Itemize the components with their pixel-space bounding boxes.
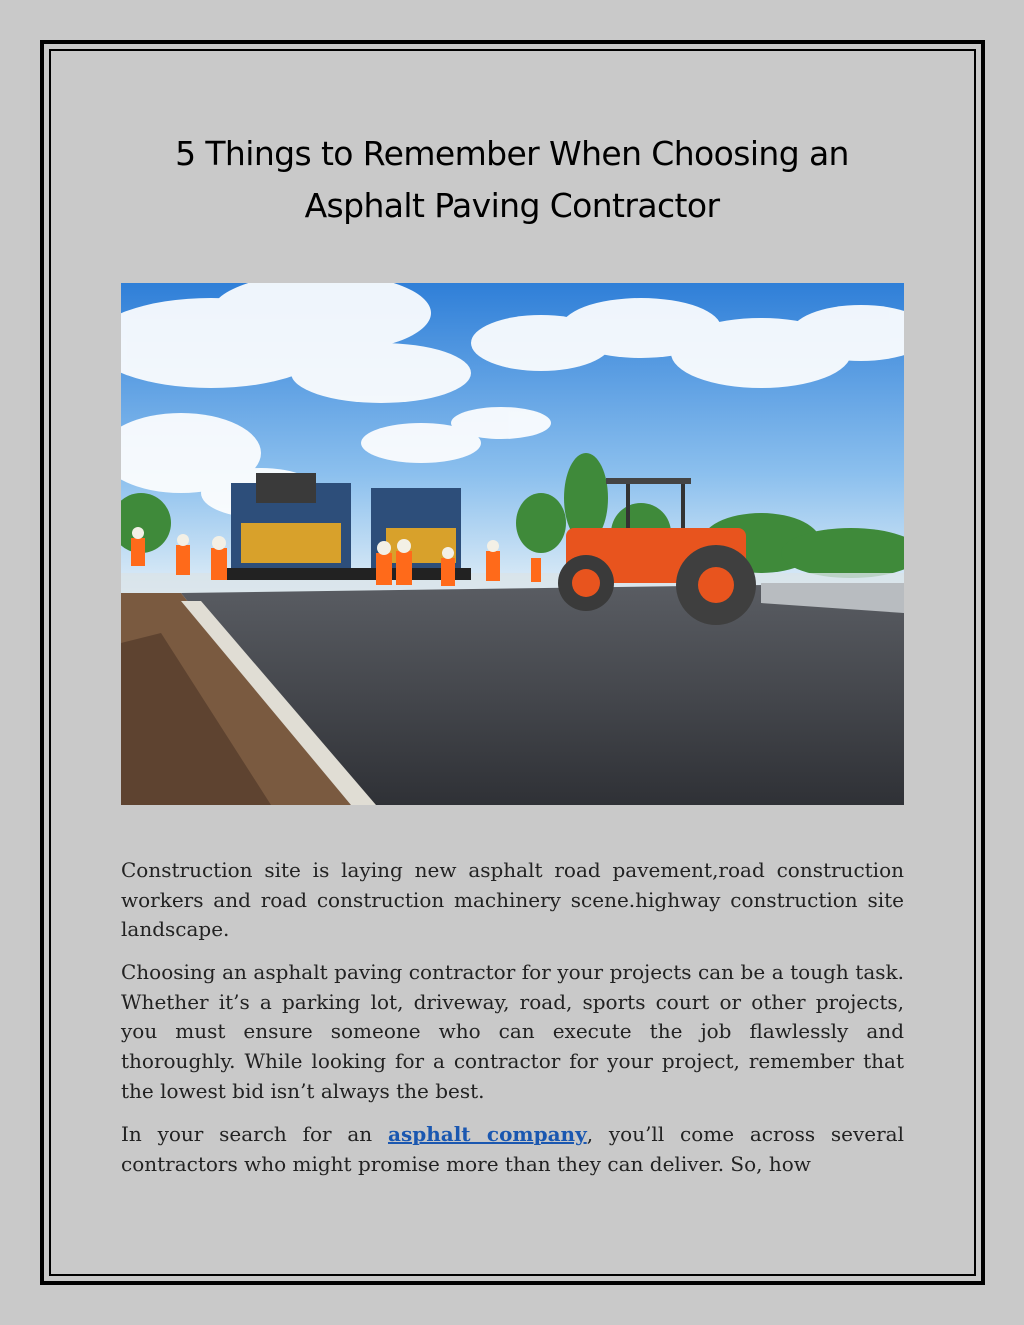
asphalt-paving-photo: [121, 283, 904, 805]
paragraph-text-after-link: , you’ll come across several contractors who might promise more than they can deliver. So, how: [121, 1122, 904, 1176]
paragraph-text-before-link: In your search for an: [121, 1122, 388, 1146]
intro-paragraph: Choosing an asphalt paving contractor for your projects can be a tough task. Whether it’s a parking lot, driveway, road, sports court or other projects, you must ensure someone who can execute the job flawlessly and thoroughly. While looking for a contractor for your project, remember that the lowest bid isn’t always the best.: [121, 960, 904, 1103]
image-caption: Construction site is laying new asphalt road pavement,road construction workers and road construction machinery scene.highway construction site landscape.: [121, 858, 904, 942]
asphalt-company-link[interactable]: asphalt company: [387, 1122, 587, 1146]
page-title: [100, 128, 924, 232]
search-paragraph: [121, 1120, 904, 1179]
title-line-1: 5 Things to Remember When Choosing an: [175, 134, 849, 173]
title-line-2: Asphalt Paving Contractor: [304, 186, 720, 225]
